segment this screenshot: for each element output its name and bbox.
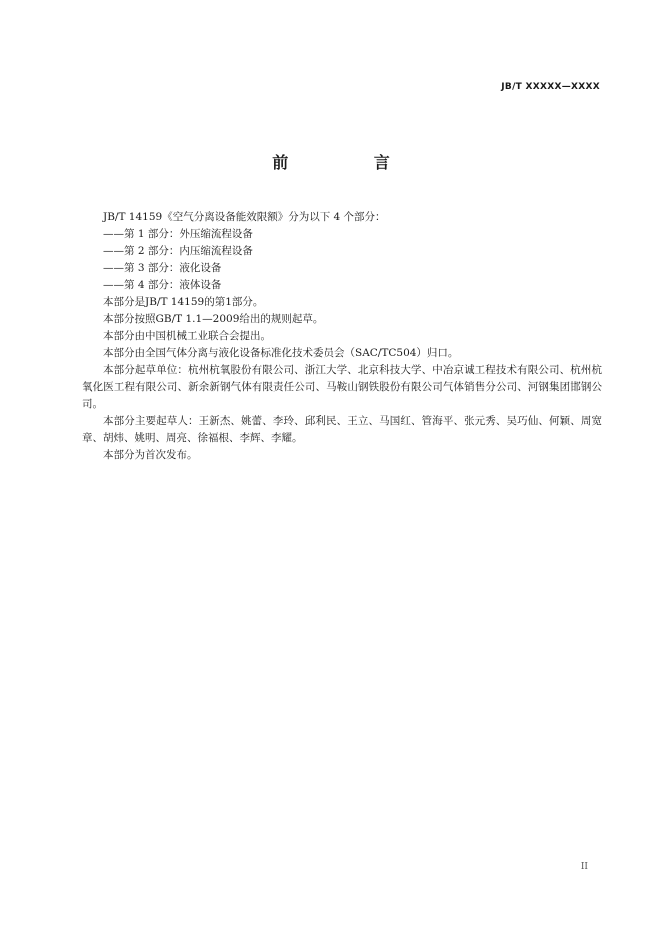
paragraph-first-release: 本部分为首次发布。	[103, 449, 198, 461]
paragraph-drafters: 本部分主要起草人：王新杰、姚蕾、李玲、邱利民、王立、马国红、管海平、张元秀、吴巧仙、何颖、周宽章、胡炜、姚明、周亮、徐福根、李辉、李耀。	[82, 415, 602, 444]
list-item-part-3: ——第 3 部分：液化设备	[103, 262, 222, 274]
list-item-part-1: ——第 1 部分：外压缩流程设备	[103, 228, 253, 240]
list-item-part-4: ——第 4 部分：液体设备	[103, 279, 222, 291]
page-title: 前 言	[272, 153, 430, 172]
page-number: II	[580, 862, 588, 872]
document-code: JB/T XXXXX—XXXX	[501, 82, 600, 92]
paragraph-committee: 本部分由全国气体分离与液化设备标准化技术委员会（SAC/TC504）归口。	[103, 347, 459, 359]
paragraph-intro: JB/T 14159《空气分离设备能效限额》分为以下 4 个部分：	[103, 211, 386, 223]
paragraph-part-statement: 本部分是JB/T 14159的第1部分。	[103, 296, 264, 308]
paragraph-drafting-units: 本部分起草单位：杭州杭氧股份有限公司、浙江大学、北京科技大学、中冶京诚工程技术有限公司、杭州杭氧化医工程有限公司、新余新钢气体有限责任公司、马鞍山钢铁股份有限公司气体销售分公司、河钢集团邯钢公司。	[82, 364, 602, 410]
foreword-body	[82, 209, 602, 464]
list-item-part-2: ——第 2 部分：内压缩流程设备	[103, 245, 253, 257]
paragraph-proposer: 本部分由中国机械工业联合会提出。	[103, 330, 271, 342]
paragraph-drafting-rules: 本部分按照GB/T 1.1—2009给出的规则起草。	[103, 313, 324, 325]
